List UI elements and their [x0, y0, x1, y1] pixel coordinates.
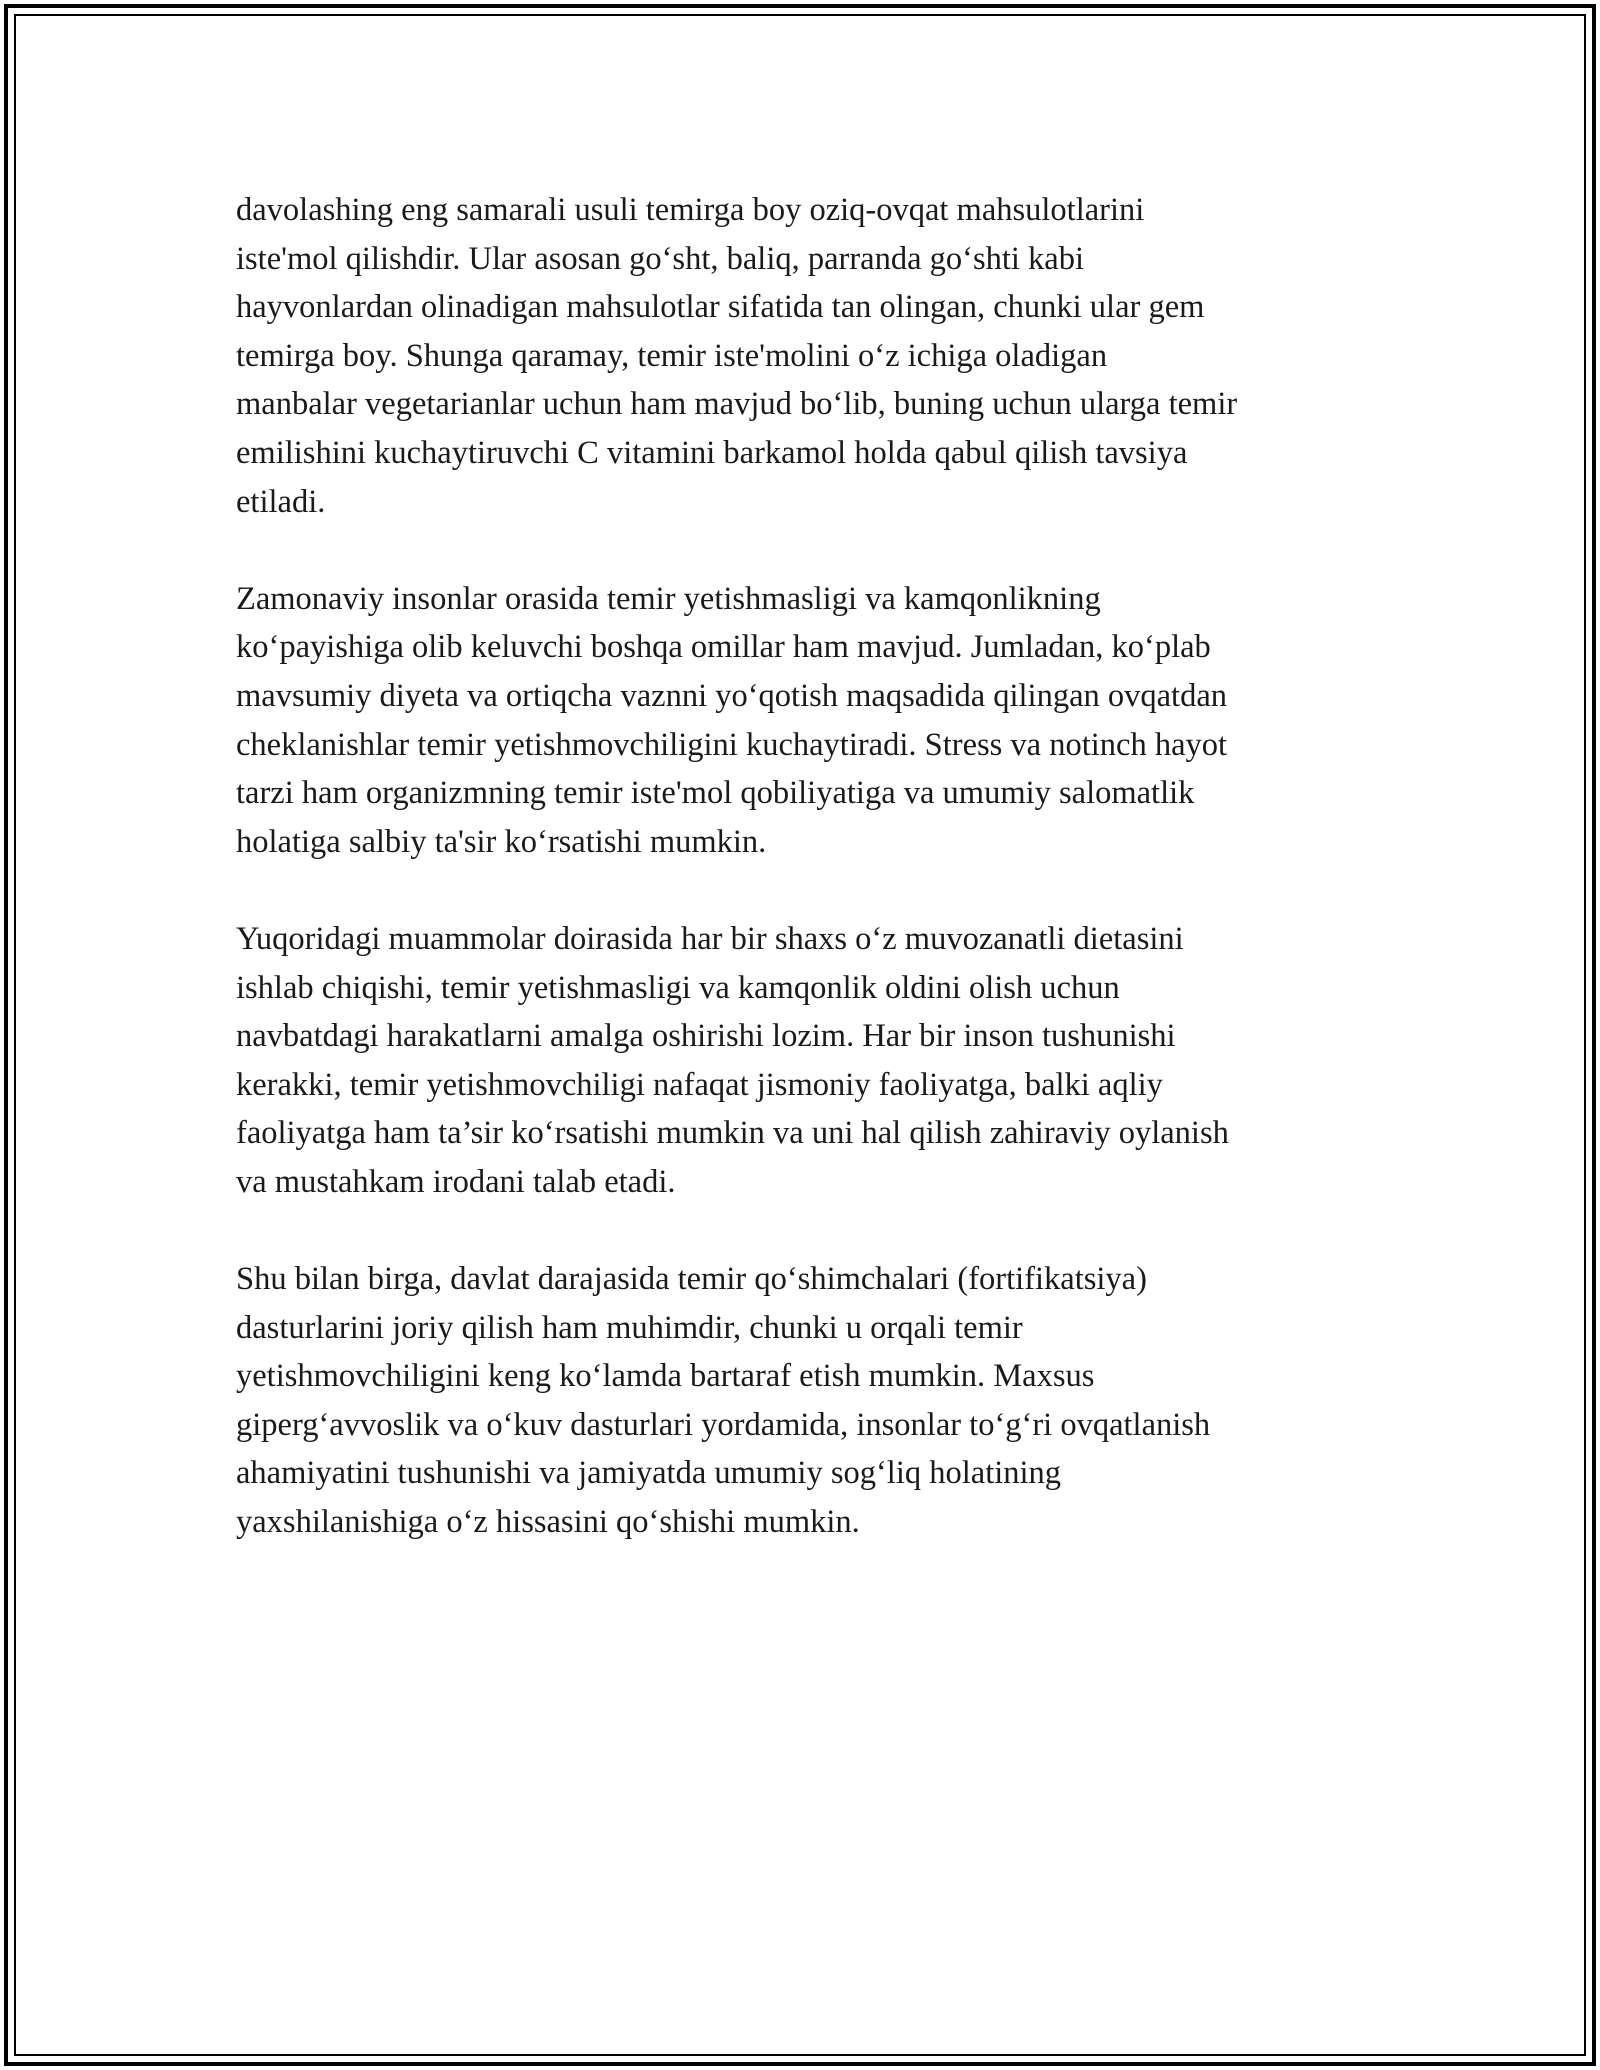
text-line: Zamonaviy insonlar orasida temir yetishmasligi va kamqonlikning — [236, 580, 1101, 617]
paragraph-3 — [236, 915, 1376, 1207]
text-line: manbalar vegetarianlar uchun ham mavjud bo‘lib, buning uchun ularga temir — [236, 386, 1238, 423]
text-line: emilishini kuchaytiruvchi C vitamini barkamol holda qabul qilish tavsiya — [236, 434, 1188, 471]
text-line: ko‘payishiga olib keluvchi boshqa omillar ham mavjud. Jumladan, ko‘plab — [236, 629, 1211, 666]
paragraph-2 — [236, 575, 1376, 867]
text-line: iste'mol qilishdir. Ular asosan go‘sht, baliq, parranda go‘shti kabi — [236, 240, 1084, 277]
text-line: faoliyatga ham ta’sir ko‘rsatishi mumkin va uni hal qilish zahiraviy oylanish — [236, 1115, 1229, 1152]
text-line: mavsumiy diyeta va ortiqcha vaznni yo‘qotish maqsadida qilingan ovqatdan — [236, 677, 1228, 714]
text-line: Yuqoridagi muammolar doirasida har bir shaxs o‘z muvozanatli dietasini — [236, 920, 1184, 957]
text-line: temirga boy. Shunga qaramay, temir iste'molini o‘z ichiga oladigan — [236, 337, 1108, 374]
text-line: giperg‘avvoslik va o‘kuv dasturlari yordamida, insonlar to‘g‘ri ovqatlanish — [236, 1406, 1211, 1443]
paragraph-1 — [236, 186, 1376, 526]
text-line: davolashing eng samarali usuli temirga boy oziq-ovqat mahsulotlarini — [236, 192, 1145, 228]
text-line: hayvonlardan olinadigan mahsulotlar sifatida tan olingan, chunki ular gem — [236, 289, 1205, 326]
document-body — [236, 186, 1376, 1595]
text-line: ahamiyatini tushunishi va jamiyatda umumiy sog‘liq holatining — [236, 1455, 1062, 1492]
text-line: ishlab chiqishi, temir yetishmasligi va kamqonlik oldini olish uchun — [236, 969, 1120, 1006]
text-line: etiladi. — [236, 483, 326, 520]
text-line: kerakki, temir yetishmovchiligi nafaqat jismoniy faoliyatga, balki aqliy — [236, 1066, 1163, 1103]
text-line: Shu bilan birga, davlat darajasida temir qo‘shimchalari (fortifikatsiya) — [236, 1261, 1147, 1298]
text-line: holatiga salbiy ta'sir ko‘rsatishi mumkin. — [236, 823, 767, 860]
paragraph-4 — [236, 1255, 1376, 1547]
text-line: cheklanishlar temir yetishmovchiligini kuchaytiradi. Stress va notinch hayot — [236, 726, 1228, 763]
text-line: yetishmovchiligini keng ko‘lamda bartaraf etish mumkin. Maxsus — [236, 1358, 1095, 1395]
text-line: tarzi ham organizmning temir iste'mol qobiliyatiga va umumiy salomatlik — [236, 775, 1195, 812]
text-line: dasturlarini joriy qilish ham muhimdir, chunki u orqali temir — [236, 1309, 1023, 1346]
text-line: va mustahkam irodani talab etadi. — [236, 1163, 676, 1200]
text-line: navbatdagi harakatlarni amalga oshirishi lozim. Har bir inson tushunishi — [236, 1018, 1176, 1055]
text-line: yaxshilanishiga o‘z hissasini qo‘shishi mumkin. — [236, 1504, 860, 1541]
